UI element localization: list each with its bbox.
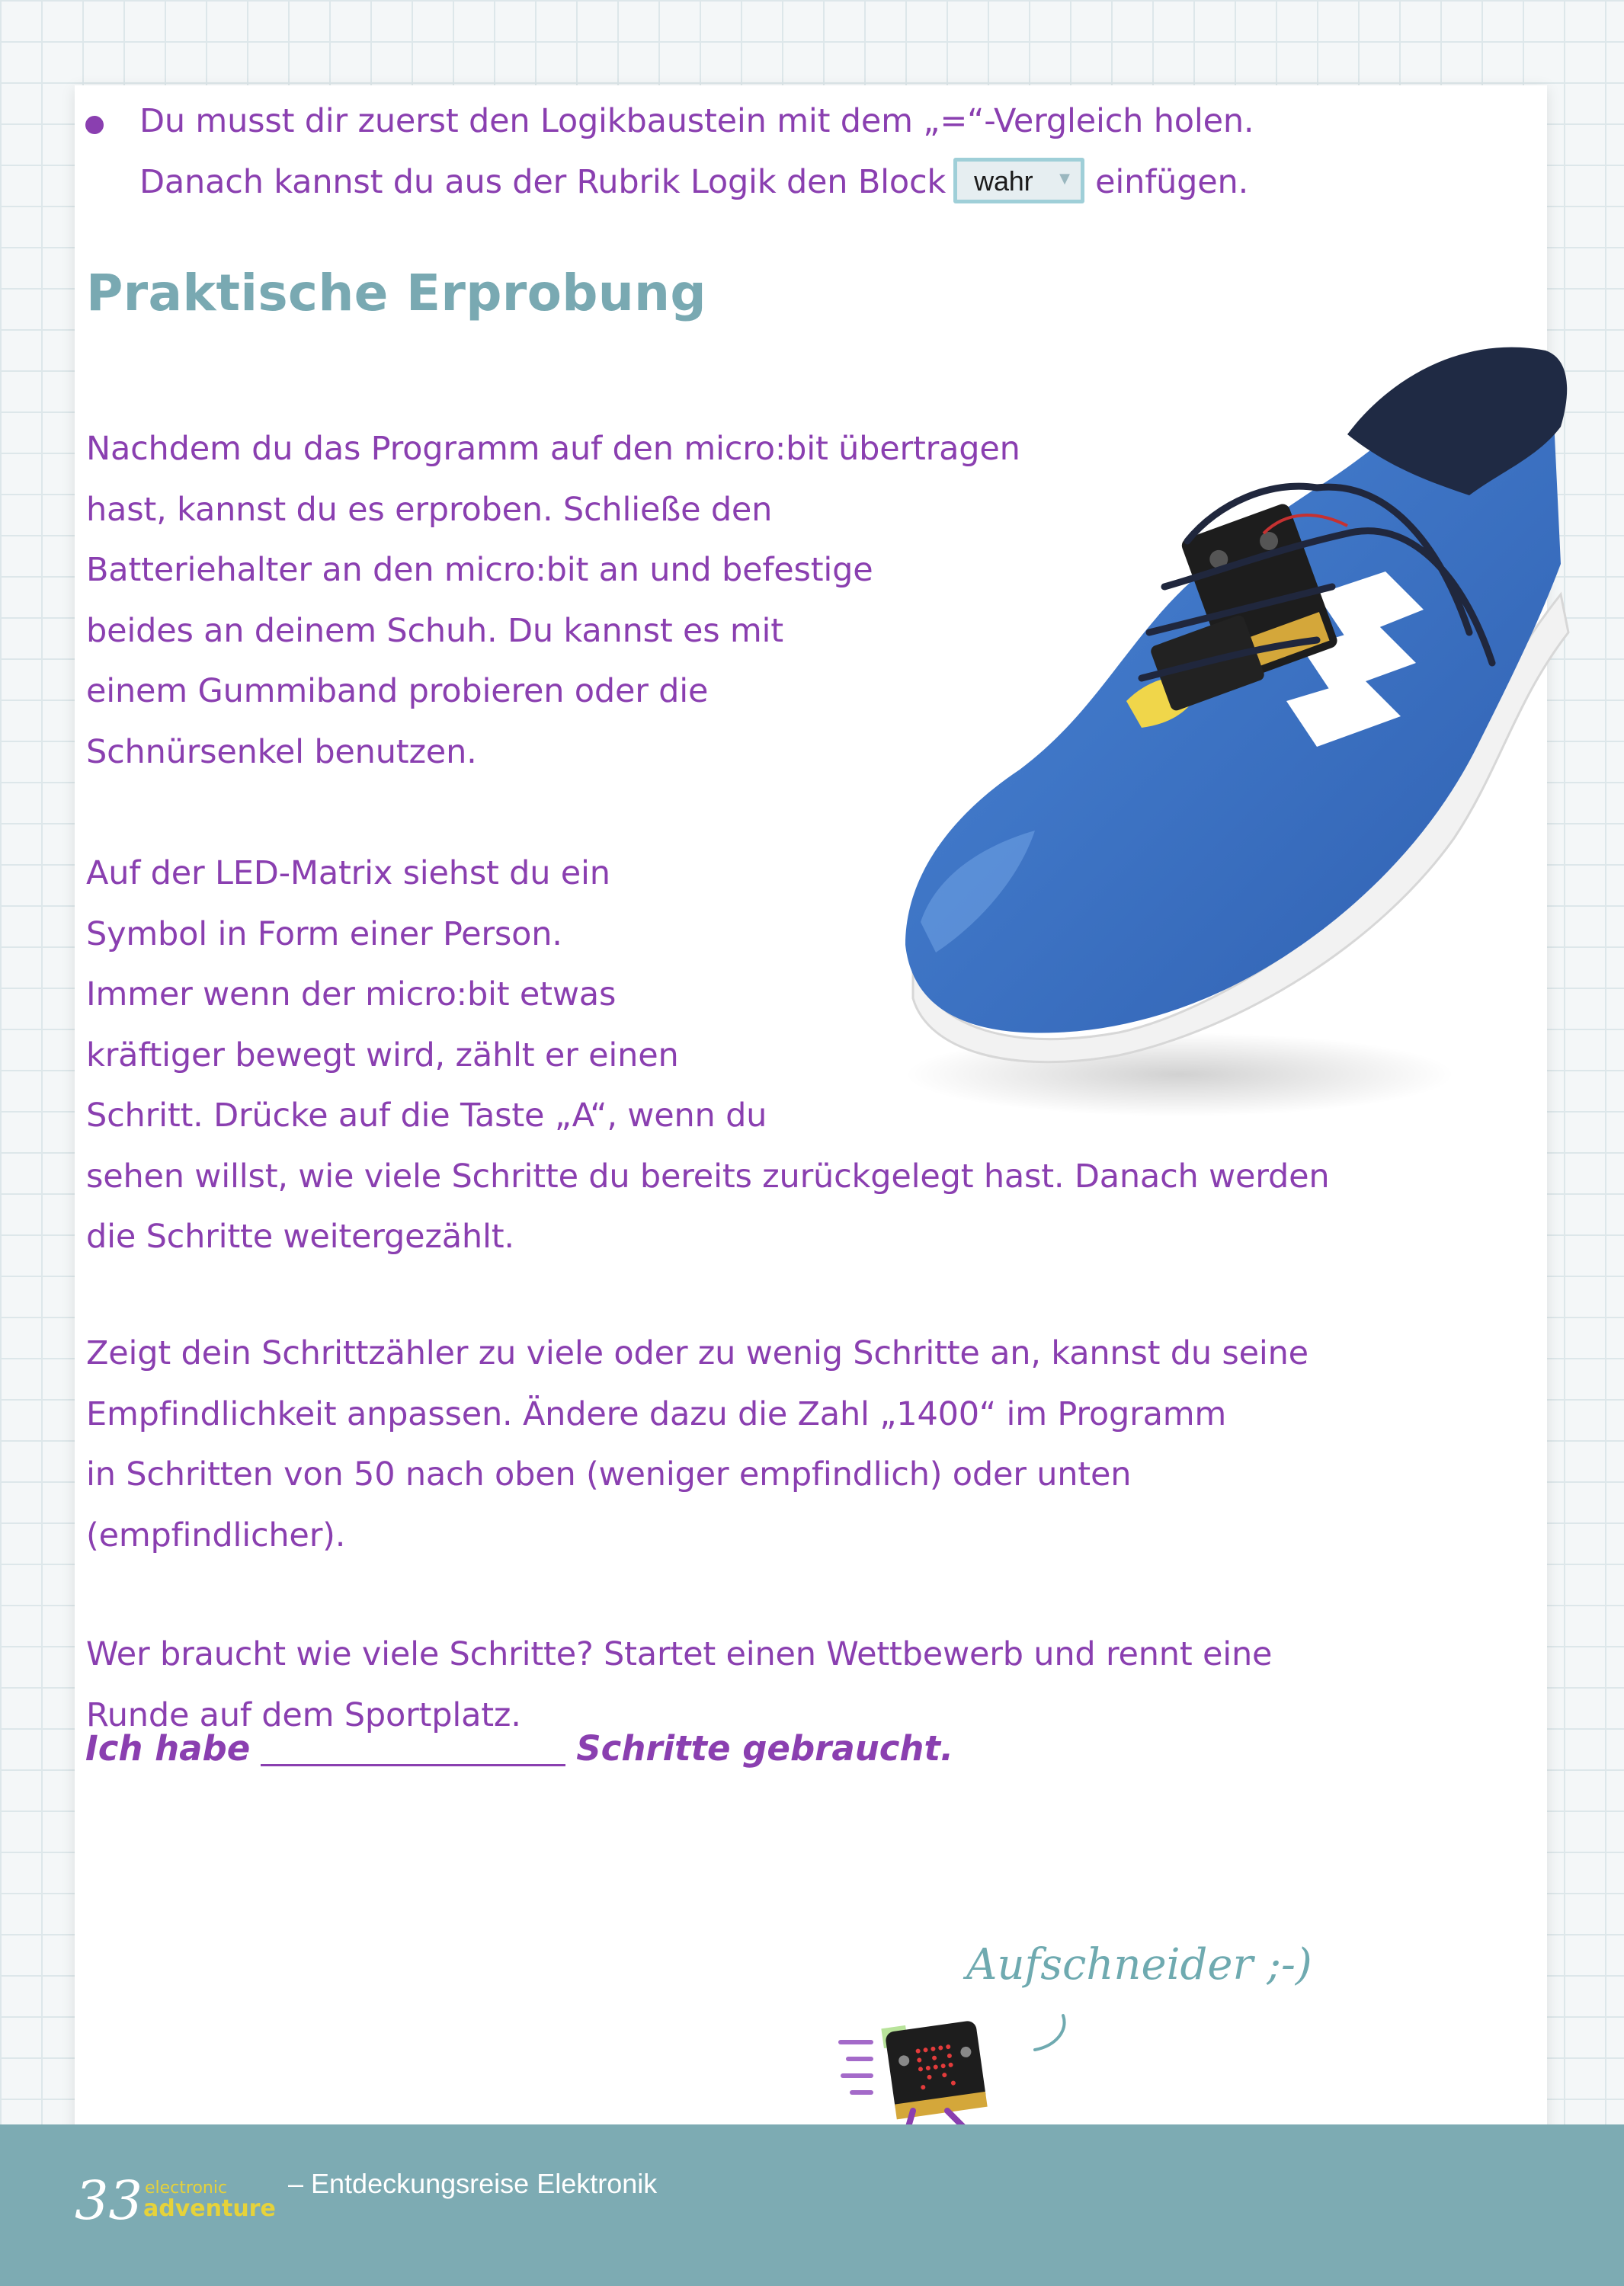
mascot-callout-text: Aufschneider ;-): [966, 1940, 1312, 1990]
bullet-line-2: [139, 152, 1389, 213]
para1-line-4: beides an deinem Schuh. Du kannst es mit: [86, 611, 783, 650]
para2-line-6: sehen willst, wie viele Schritte du bereits zurückgelegt hast. Danach werden: [86, 1157, 1330, 1196]
wahr-block-chip: [953, 158, 1084, 203]
para3-line-1: Zeigt dein Schrittzähler zu viele oder zu wenig Schritte an, kannst du seine: [86, 1334, 1308, 1372]
para1-line-2: hast, kannst du es erproben. Schließe den: [86, 490, 773, 529]
para4-line-2: Runde auf dem Sportplatz.: [86, 1695, 521, 1734]
bullet-dot-icon: [85, 116, 104, 134]
para2-line-3: Immer wenn der micro:bit etwas: [86, 975, 617, 1013]
wahr-block-label: wahr: [974, 165, 1033, 197]
fill-in-before: Ich habe: [85, 1728, 251, 1769]
para3-line-3: in Schritten von 50 nach oben (weniger empfindlich) oder unten: [86, 1455, 1132, 1494]
paragraph-2: [86, 844, 1458, 1268]
para4-line-1: Wer braucht wie viele Schritte? Startet einen Wettbewerb und rennt eine: [86, 1635, 1273, 1673]
bullet-line-2-end: einfügen.: [1095, 162, 1249, 201]
dropdown-arrow-icon: ▼: [1059, 171, 1070, 187]
logo-line-2: adventure: [143, 2195, 276, 2222]
para2-line-5: Schritt. Drücke auf die Taste „A“, wenn du: [86, 1097, 767, 1135]
para1-line-3: Batteriehalter an den micro:bit an und befestige: [86, 551, 873, 589]
para2-line-2: Symbol in Form einer Person.: [86, 914, 562, 953]
bullet-line-1: Du musst dir zuerst den Logikbaustein mit dem „=“-Vergleich holen.: [139, 102, 1254, 140]
fill-in-blank: [261, 1734, 565, 1766]
section-heading: Praktische Erprobung: [86, 264, 706, 322]
footer-page-number: 33: [75, 2169, 143, 2232]
para1-line-6: Schnürsenkel benutzen.: [86, 732, 477, 771]
callout-pointer-icon: [1029, 2012, 1075, 2057]
fill-in-after: Schritte gebraucht.: [576, 1728, 954, 1769]
para3-line-2: Empfindlichkeit anpassen. Ändere dazu die Zahl „1400“ im Programm: [86, 1394, 1227, 1433]
para2-line-1: Auf der LED-Matrix siehst du ein: [86, 854, 610, 892]
paragraph-3: [86, 1324, 1458, 1566]
electronic-adventure-logo: [75, 2161, 276, 2237]
logo-line-1: electronic: [145, 2179, 228, 2198]
para1-line-5: einem Gummiband probieren oder die: [86, 672, 709, 710]
paragraph-1: [86, 419, 1153, 783]
footer-title: – Entdeckungsreise Elektronik: [288, 2168, 658, 2199]
para1-line-1: Nachdem du das Programm auf den micro:bit übertragen: [86, 430, 1020, 468]
bullet-text: [139, 91, 1389, 213]
para2-line-4: kräftiger bewegt wird, zählt er einen: [86, 1036, 679, 1074]
para3-line-4: (empfindlicher).: [86, 1516, 346, 1554]
bullet-line-2-start: Danach kannst du aus der Rubrik Logik den Block: [139, 162, 947, 201]
para2-line-7: die Schritte weitergezählt.: [86, 1218, 514, 1256]
fill-in-sentence: [85, 1718, 953, 1779]
